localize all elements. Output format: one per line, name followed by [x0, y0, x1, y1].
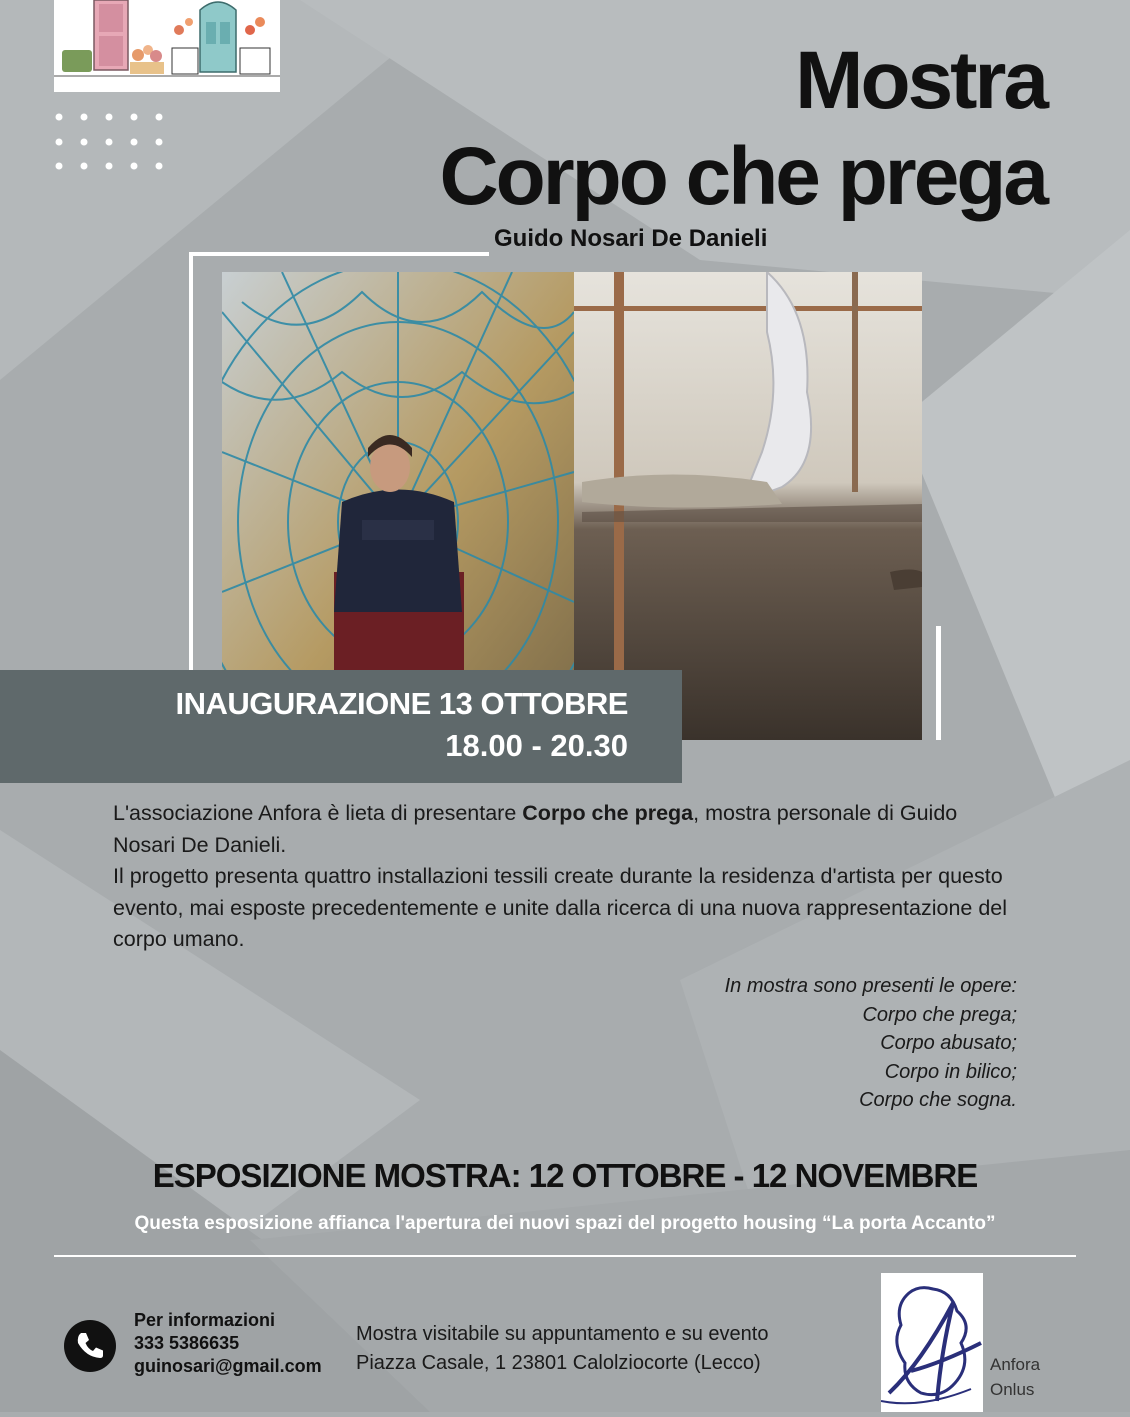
org-name-line2: Onlus [990, 1380, 1035, 1399]
works-list [725, 972, 1017, 1115]
inauguration-date: INAUGURAZIONE 13 OTTOBRE [175, 686, 628, 721]
artist-name: Guido Nosari De Danieli [494, 225, 768, 252]
exhibition-dates: ESPOSIZIONE MOSTRA: 12 OTTOBRE - 12 NOVEMBRE [152, 1157, 978, 1194]
page-title-line1: Mostra [795, 35, 1046, 126]
visit-info [356, 1320, 768, 1378]
work-item: Corpo abusato; [880, 1032, 1017, 1054]
frame-line-horizontal [189, 252, 489, 256]
description-text: L'associazione Anfora è lieta di presentare [113, 801, 523, 825]
description [113, 798, 1013, 956]
decorative-dots [55, 113, 165, 171]
works-intro: In mostra sono presenti le opere: [724, 975, 1017, 997]
description-paragraph-2: Il progetto presenta quattro installazioni tessili create durante la residenza d'artista per questo evento, mai esposte precedentemente e unite dalla ricerca di una nuova rappresentazione del corpo umano. [113, 864, 1008, 951]
page-title-line2: Corpo che prega [439, 131, 1046, 222]
work-item: Corpo che sogna. [859, 1089, 1017, 1111]
address: Piazza Casale, 1 23801 Calolziocorte (Lecco) [356, 1352, 761, 1374]
description-bold-title: Corpo che prega [522, 801, 694, 825]
org-name [990, 1352, 1040, 1402]
frame-line-right [936, 626, 941, 740]
contact-label: Per informazioni [134, 1310, 276, 1330]
org-name-line1: Anfora [990, 1355, 1041, 1374]
anfora-logo [881, 1273, 983, 1412]
contact-email[interactable]: guinosari@gmail.com [134, 1356, 322, 1376]
divider [54, 1255, 1076, 1257]
doors-logo [54, 0, 280, 92]
exhibition-note: Questa esposizione affianca l'apertura dei nuovi spazi del progetto housing “La porta Accanto” [134, 1213, 996, 1234]
phone-icon [64, 1320, 116, 1372]
work-item: Corpo in bilico; [884, 1060, 1017, 1083]
description-paragraph-1 [113, 798, 1013, 861]
work-item: Corpo che prega; [862, 1003, 1017, 1026]
visit-line: Mostra visitabile su appuntamento e su evento [356, 1323, 769, 1345]
contact-info [134, 1309, 322, 1378]
description-text: , mostra personale di Guido Nosari De Danieli. [113, 801, 958, 857]
frame-line-vertical [189, 252, 193, 692]
contact-phone[interactable]: 333 5386635 [134, 1333, 240, 1353]
inauguration-time: 18.00 - 20.30 [445, 728, 628, 763]
